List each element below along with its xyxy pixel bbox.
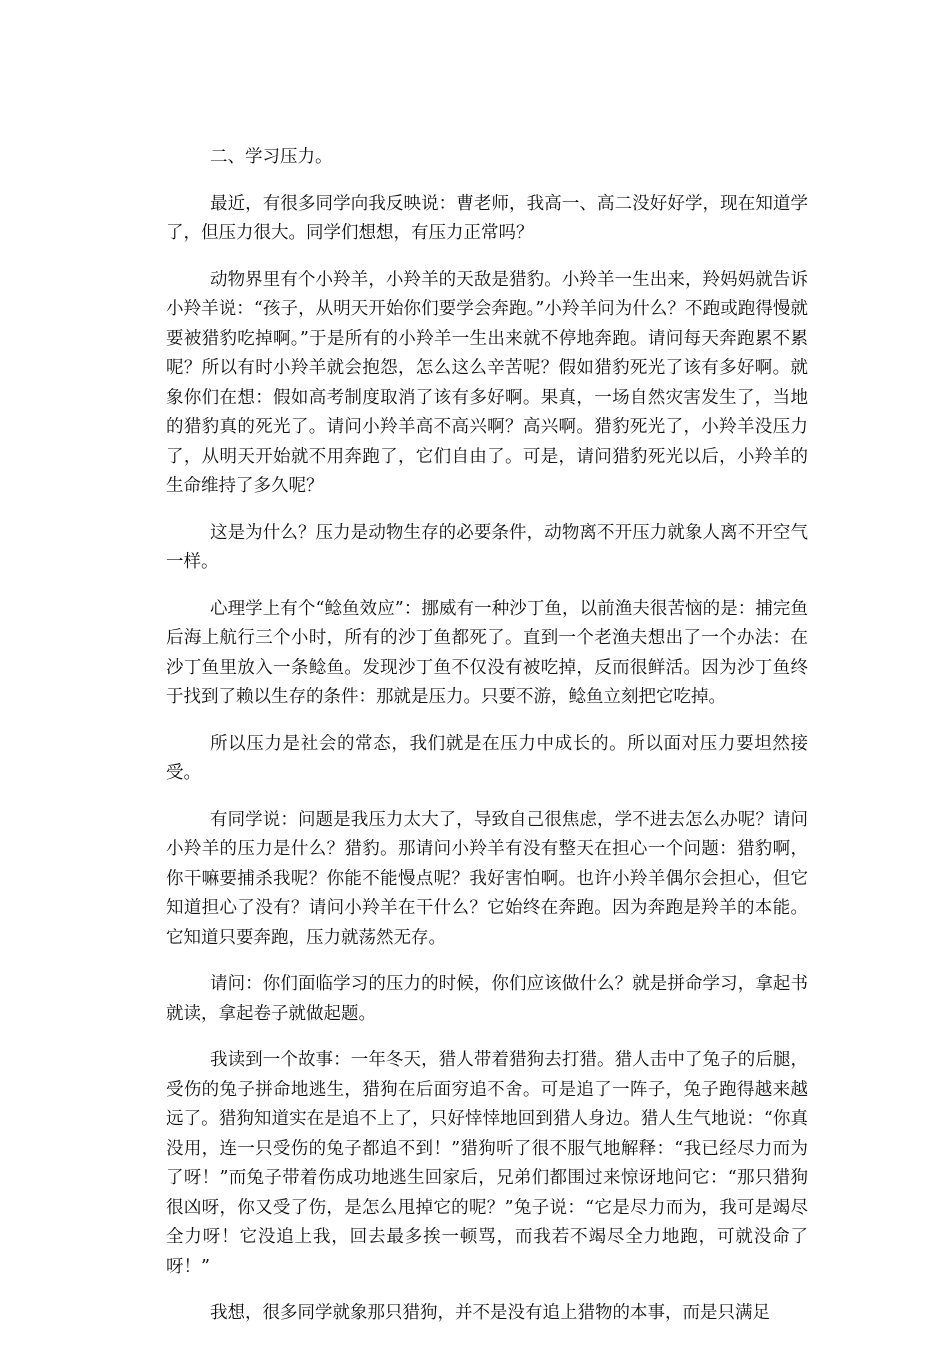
paragraph-4: 心理学上有个“鲶鱼效应”：挪威有一种沙丁鱼，以前渔夫很苦恼的是：捕完鱼后海上航行三个小时，所有的沙丁鱼都死了。直到一个老渔夫想出了一个办法：在沙丁鱼里放入一条鲶鱼。发现沙丁鱼不仅没有被吃掉，反而很鲜活。因为沙丁鱼终于找到了赖以生存的条件：那就是压力。只要不游，鲶鱼立刻把它吃掉。 bbox=[166, 598, 808, 707]
paragraph-8: 我读到一个故事：一年冬天，猎人带着猎狗去打猎。猎人击中了兔子的后腿，受伤的兔子拼命地逃生，猎狗在后面穷追不舍。可是追了一阵子，兔子跑得越来越远了。猎狗知道实在是追不上了，只好悻悻地回到猎人身边。猎人生气地说：“你真没用，连一只受伤的兔子都追不到！”猎狗听了很不服气地解释：“我已经尽力而为了呀！”而兔子带着伤成功地逃生回家后，兄弟们都围过来惊讶地问它：“那只猎狗很凶呀，你又受了伤，是怎么甩掉它的呢？”兔子说：“它是尽力而为，我可是竭尽全力呀！它没追上我，回去最多挨一顿骂，而我若不竭尽全力地跑，可就没命了呀！” bbox=[166, 1050, 808, 1277]
document-body bbox=[166, 143, 808, 1346]
paragraph-6: 有同学说：问题是我压力太大了，导致自己很焦虑，学不进去怎么办呢？请问小羚羊的压力是什么？猎豹。那请问小羚羊有没有整天在担心一个问题：猎豹啊，你干嘛要捕杀我呢？你能不能慢点呢？我好害怕啊。也许小羚羊偶尔会担心，但它知道担心了没有？请问小羚羊在干什么？它始终在奔跑。因为奔跑是羚羊的本能。它知道只要奔跑，压力就荡然无存。 bbox=[166, 809, 808, 948]
paragraph-7: 请问：你们面临学习的压力的时候，你们应该做什么？就是拼命学习，拿起书就读，拿起卷子就做起题。 bbox=[166, 974, 808, 1024]
section-heading: 二、学习压力。 bbox=[210, 147, 333, 167]
paragraph-3: 这是为什么？压力是动物生存的必要条件，动物离不开压力就象人离不开空气一样。 bbox=[166, 522, 808, 572]
paragraph-5: 所以压力是社会的常态，我们就是在压力中成长的。所以面对压力要坦然接受。 bbox=[166, 733, 808, 783]
paragraph-9: 我想，很多同学就象那只猎狗，并不是没有追上猎物的本事，而是只满足 bbox=[210, 1303, 770, 1323]
paragraph-1: 最近，有很多同学向我反映说：曹老师，我高一、高二没好好学，现在知道学了，但压力很大。同学们想想，有压力正常吗？ bbox=[166, 193, 808, 243]
paragraph-2: 动物界里有个小羚羊，小羚羊的天敌是猎豹。小羚羊一生出来，羚妈妈就告诉小羚羊说：“孩子，从明天开始你们要学会奔跑。”小羚羊问为什么？不跑或跑得慢就要被猎豹吃掉啊。”于是所有的小羚羊一生出来就不停地奔跑。请问每天奔跑累不累呢？所以有时小羚羊就会抱怨，怎么这么辛苦呢？假如猎豹死光了该有多好啊。就象你们在想：假如高考制度取消了该有多好啊。果真，一场自然灾害发生了，当地的猎豹真的死光了。请问小羚羊高不高兴啊？高兴啊。猎豹死光了，小羚羊没压力了，从明天开始就不用奔跑了，它们自由了。可是，请问猎豹死光以后，小羚羊的生命维持了多久呢？ bbox=[166, 269, 808, 496]
